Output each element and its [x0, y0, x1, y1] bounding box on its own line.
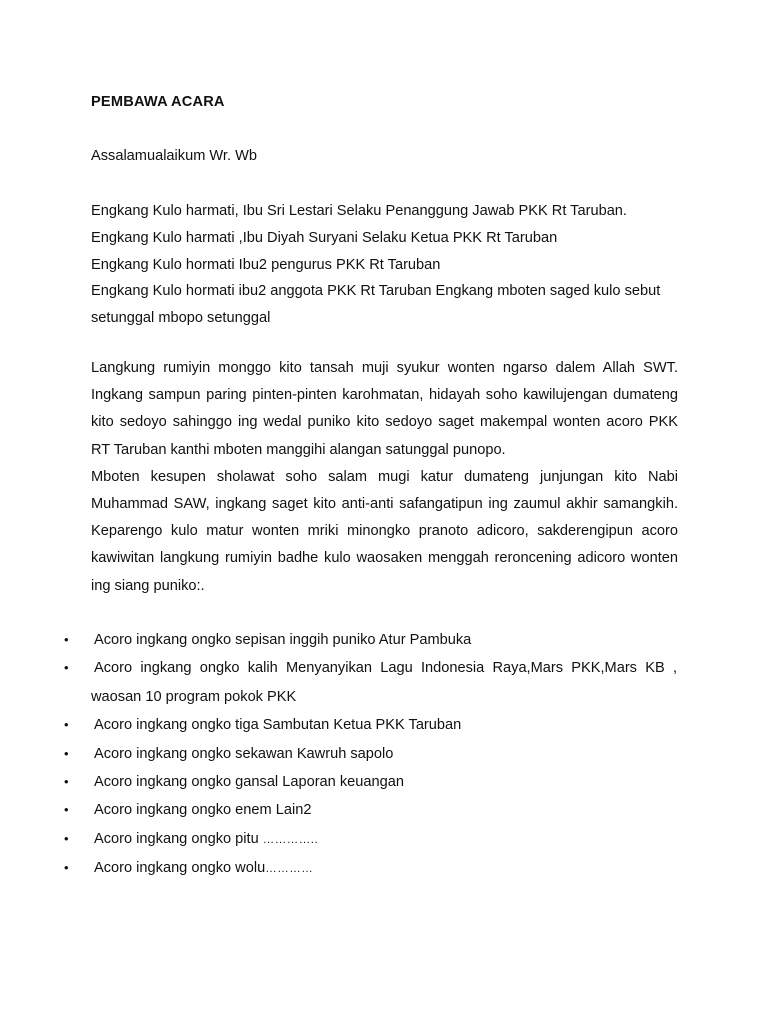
agenda-item [0, 825, 677, 854]
agenda-item-dots: ………….. [262, 833, 319, 846]
body-paragraphs [91, 355, 678, 600]
body-line: Ingkang sampun paring pinten-pinten karohmatan, hidayah soho kawilujengan dumateng [91, 387, 678, 404]
agenda-item-line [94, 825, 677, 854]
bullet-icon: • [64, 632, 69, 647]
agenda-item-text: Acoro ingkang ongko enem Lain2 [94, 802, 312, 819]
honorific-line: Engkang Kulo harmati, Ibu Sri Lestari Selaku Penanggung Jawab PKK Rt Taruban. [91, 203, 627, 219]
bullet-icon: • [64, 774, 69, 790]
agenda-item [0, 740, 677, 768]
agenda-item [0, 626, 677, 654]
honorific-line: Engkang Kulo hormati ibu2 anggota PKK Rt Taruban Engkang mboten saged kulo sebut [91, 283, 661, 300]
agenda-item-text: Acoro ingkang ongko gansal Laporan keuangan [94, 774, 404, 791]
honorific-line: Engkang Kulo harmati ,Ibu Diyah Suryani Selaku Ketua PKK Rt Taruban [91, 229, 558, 246]
body-line: Muhammad SAW, ingkang saget kito anti-anti safangatipun ing zaumul akhir samangkih. [91, 496, 678, 513]
agenda-item [0, 796, 677, 824]
honorific-line: setunggal mbopo setunggal [91, 310, 271, 327]
agenda-item-text: Acoro ingkang ongko sepisan inggih puniko Atur Pambuka [94, 632, 472, 648]
agenda-item-text: Acoro ingkang ongko kalih Menyanyikan Lagu Indonesia Raya,Mars PKK,Mars KB , [94, 660, 677, 677]
greeting: Assalamualaikum Wr. Wb [91, 148, 257, 164]
bullet-icon: • [64, 830, 69, 846]
body-line: Keparengo kulo matur wonten mriki minongko pranoto adicoro, sakderengipun acoro [91, 523, 678, 540]
agenda-item-text: Acoro ingkang ongko tiga Sambutan Ketua PKK Taruban [94, 717, 462, 734]
agenda-item-dots: ………… [265, 863, 314, 876]
agenda-item [0, 654, 677, 711]
body-line: kawiwitan langkung rumiyin badhe kulo waosaken menggah reroncening adicoro wonten [91, 550, 678, 567]
honorifics-section [91, 198, 678, 332]
bullet-icon: • [64, 802, 69, 818]
body-line: Langkung rumiyin monggo kito tansah muji syukur wonten ngarso dalem Allah SWT. [91, 360, 678, 376]
bullet-icon: • [64, 860, 69, 876]
agenda-item-continuation: waosan 10 program pokok PKK [91, 688, 297, 705]
agenda-list [0, 626, 768, 884]
agenda-item-line [94, 854, 677, 883]
body-line: ing siang puniko:. [91, 577, 205, 594]
body-line: RT Taruban kanthi mboten manggihi alangan satunggal punopo. [91, 441, 506, 458]
agenda-item [0, 854, 677, 883]
agenda-item-text: Acoro ingkang ongko wolu [94, 860, 266, 877]
bullet-icon: • [64, 745, 69, 761]
body-line: kito sedoyo sahinggo ing wedal puniko kito sedoyo saget makempal wonten acoro PKK [91, 414, 678, 431]
agenda-item [0, 711, 677, 739]
agenda-item-text: Acoro ingkang ongko pitu [94, 830, 263, 847]
bullet-icon: • [64, 717, 69, 733]
agenda-item-text: Acoro ingkang ongko sekawan Kawruh sapolo [94, 745, 394, 762]
document-title: PEMBAWA ACARA [91, 94, 225, 110]
honorific-line: Engkang Kulo hormati Ibu2 pengurus PKK Rt Taruban [91, 256, 441, 273]
bullet-icon: • [64, 660, 69, 676]
body-line: Mboten kesupen sholawat soho salam mugi katur dumateng junjungan kito Nabi [91, 468, 678, 485]
agenda-item [0, 768, 677, 796]
